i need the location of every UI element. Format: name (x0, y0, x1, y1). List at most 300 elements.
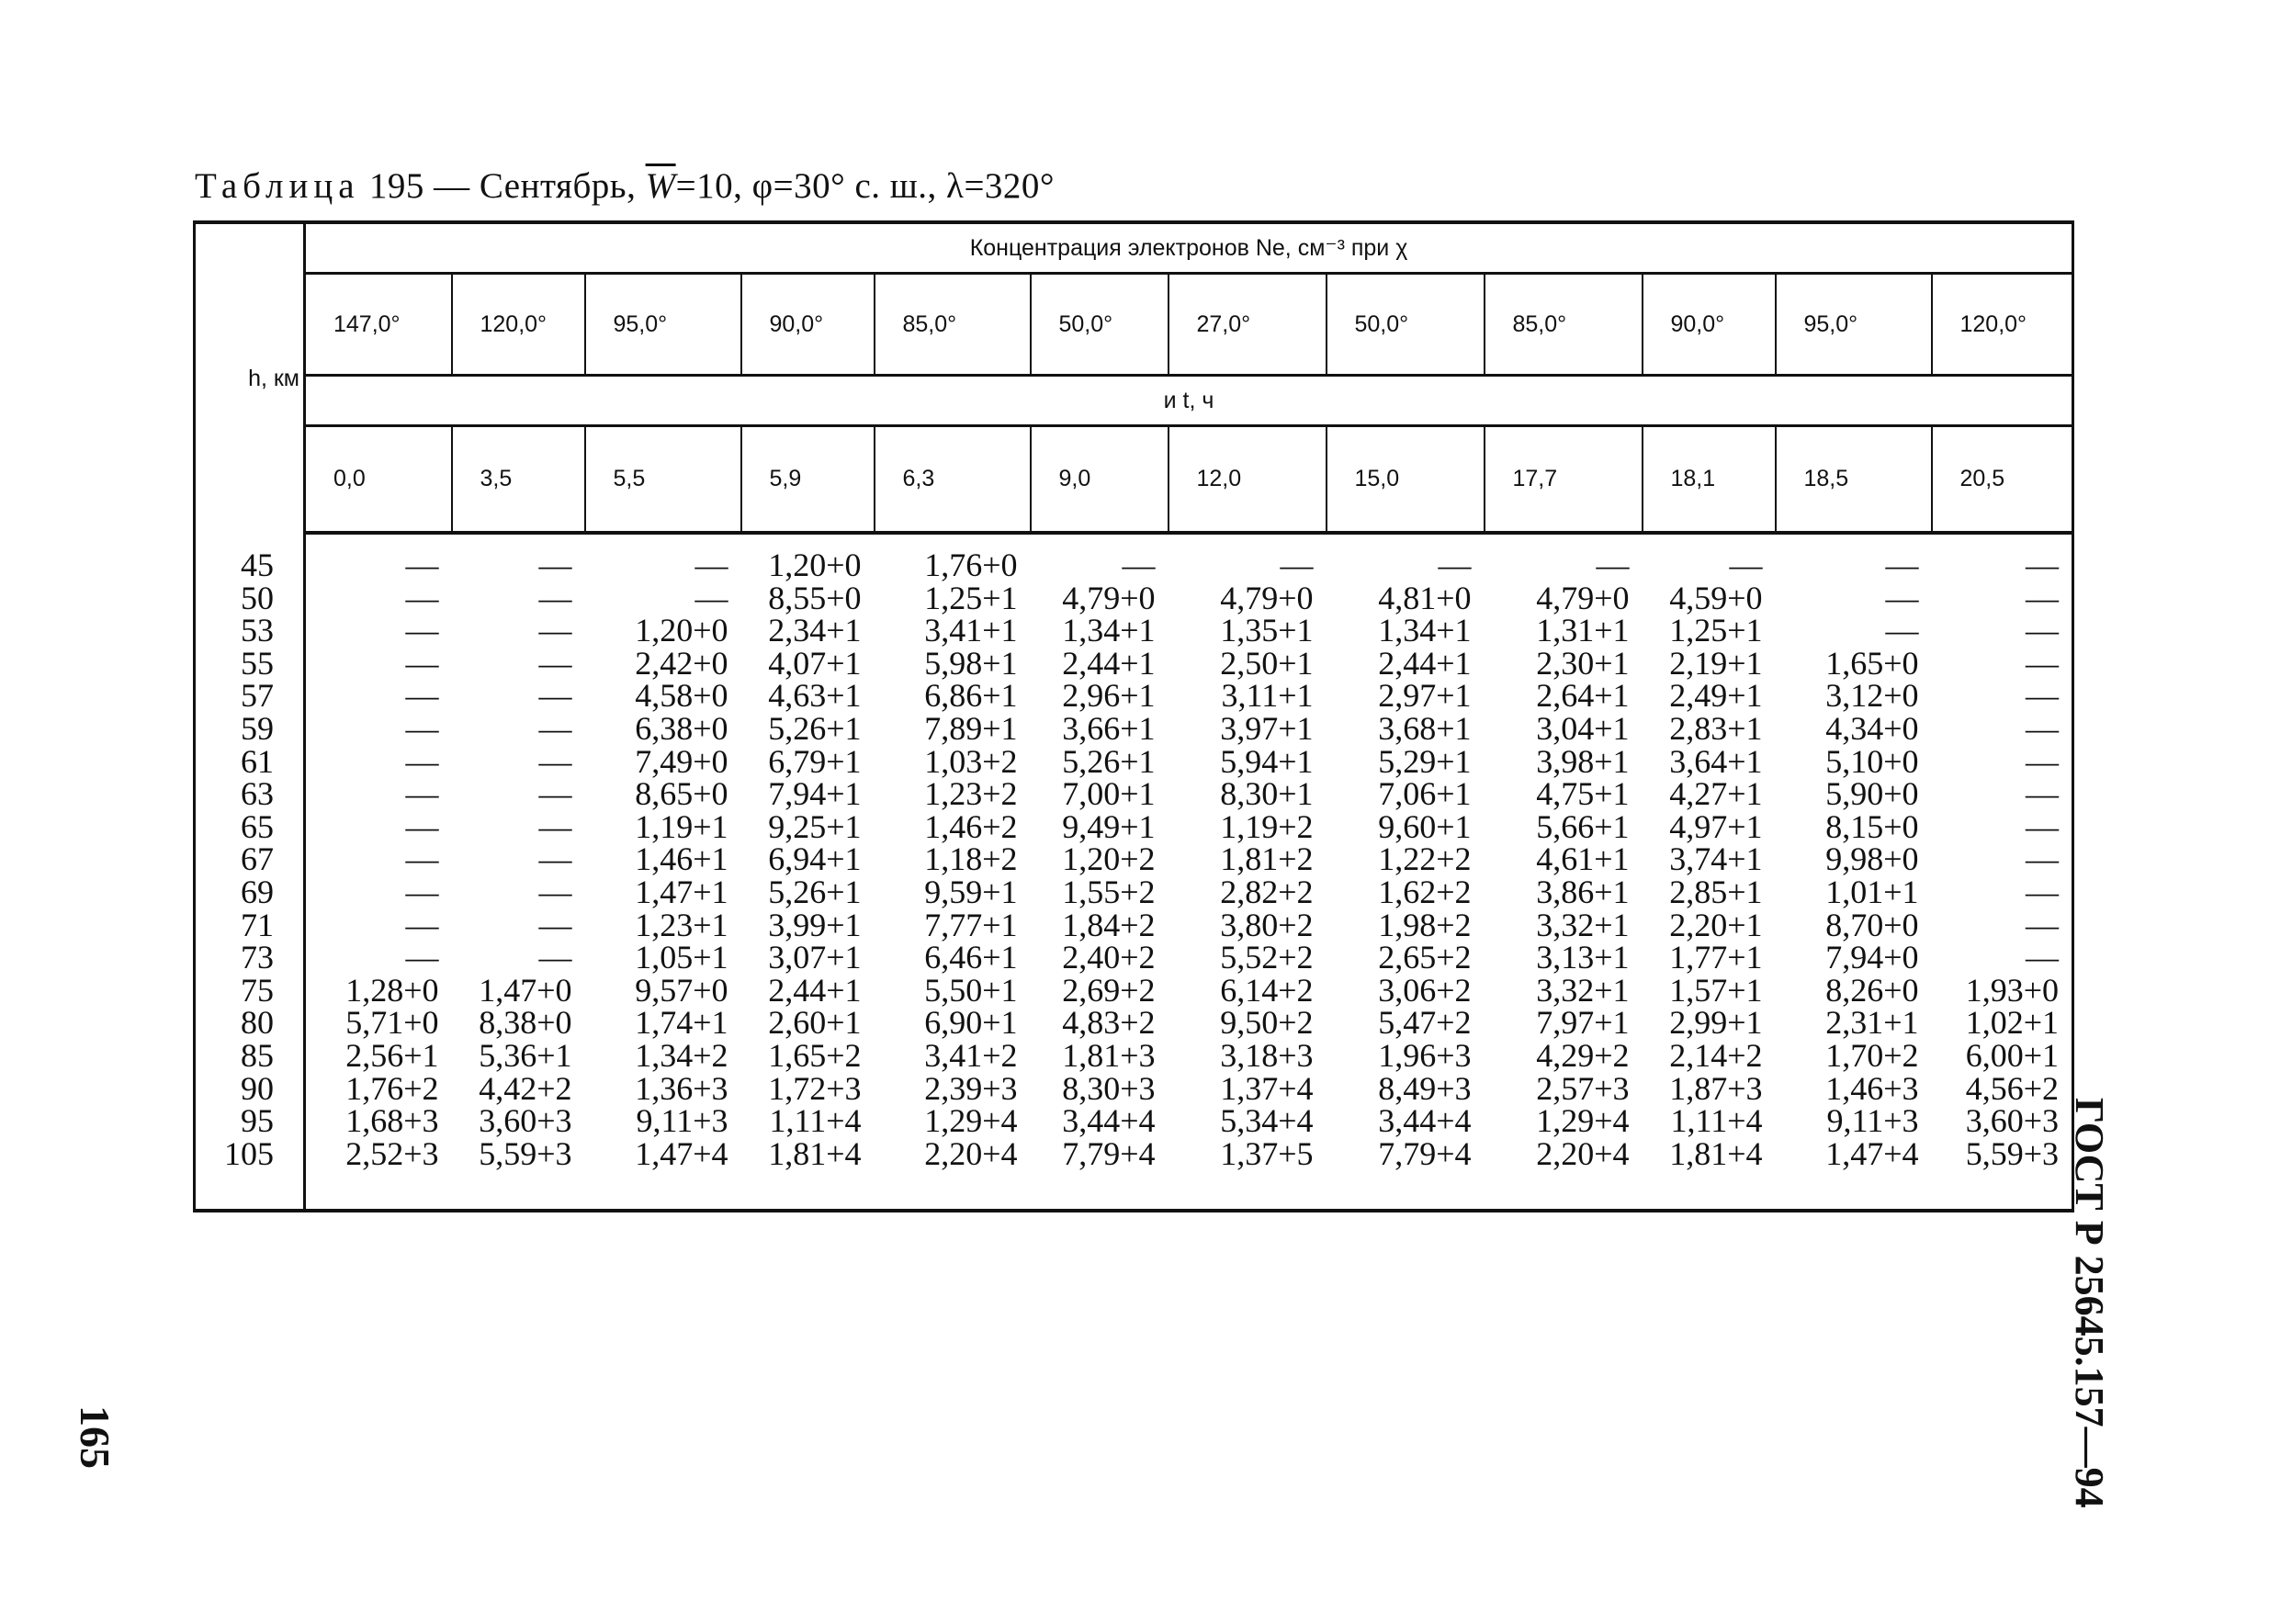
value-cell: 1,20+0 (635, 612, 728, 649)
value-cell: 2,42+0 (635, 644, 728, 682)
value-cell: — (694, 579, 728, 616)
value-cell: 8,55+0 (768, 579, 862, 616)
table-row (195, 778, 2073, 811)
table-row (195, 876, 2073, 909)
height-cell: 71 (195, 909, 305, 942)
height-cell: 50 (195, 582, 305, 615)
table-row (195, 909, 2073, 942)
table-row (195, 680, 2073, 713)
table-row (195, 648, 2073, 681)
value-cell: 8,26+0 (1825, 971, 1919, 1009)
header-time-cell: 5,9 (741, 426, 875, 534)
value-cell: 5,90+0 (1825, 775, 1919, 813)
value-cell: 2,56+1 (345, 1036, 439, 1074)
header-time-cell: 6,3 (875, 426, 1031, 534)
value-cell: — (1729, 547, 1763, 583)
value-cell: — (694, 547, 728, 583)
value-cell: 2,34+1 (768, 612, 862, 649)
value-cell: 9,50+2 (1220, 1004, 1314, 1042)
value-cell: 1,28+0 (345, 971, 439, 1009)
table-row (195, 582, 2073, 615)
value-cell: 6,94+1 (768, 840, 862, 878)
value-cell: — (1932, 615, 2073, 648)
table-row (195, 615, 2073, 648)
value-cell: 2,85+1 (1669, 873, 1763, 910)
value-cell: 1,81+4 (768, 1134, 862, 1172)
value-cell: 2,20+4 (1536, 1134, 1630, 1172)
header-angle-cell: 147,0° (305, 274, 452, 376)
value-cell: 3,04+1 (1536, 709, 1630, 747)
value-cell: 1,29+4 (924, 1102, 1018, 1140)
value-cell: 1,76+2 (345, 1069, 439, 1107)
value-cell: 5,52+2 (1220, 939, 1314, 976)
value-cell: — (405, 677, 439, 715)
value-cell: — (405, 807, 439, 845)
value-cell: 3,18+3 (1220, 1036, 1314, 1074)
table-row (195, 1040, 2073, 1073)
value-cell: 1,11+4 (1670, 1102, 1763, 1140)
value-cell: — (405, 775, 439, 813)
table-row (195, 975, 2073, 1008)
value-cell: 3,41+2 (924, 1036, 1018, 1074)
table-row (195, 811, 2073, 844)
value-cell: 1,93+0 (1932, 975, 2073, 1008)
value-cell: 9,25+1 (768, 807, 862, 845)
value-cell: 3,44+4 (1062, 1102, 1156, 1140)
value-cell: 2,31+1 (1825, 1004, 1919, 1042)
value-cell: — (1596, 547, 1630, 583)
table-row (195, 942, 2073, 975)
value-cell: 1,29+4 (1536, 1102, 1630, 1140)
header-angle-cell: 85,0° (1485, 274, 1643, 376)
value-cell: 7,49+0 (635, 742, 728, 780)
height-cell: 59 (195, 713, 305, 746)
value-cell: 6,86+1 (924, 677, 1018, 715)
value-cell: 6,38+0 (635, 709, 728, 747)
table-row (195, 713, 2073, 746)
value-cell: — (538, 775, 572, 813)
value-cell: — (1932, 811, 2073, 844)
header-angle-cell: 50,0° (1327, 274, 1485, 376)
value-cell: 4,79+0 (1220, 579, 1314, 616)
value-cell: 5,26+1 (1062, 742, 1156, 780)
value-cell: — (538, 873, 572, 910)
value-cell: 4,63+1 (768, 677, 862, 715)
value-cell: 5,26+1 (768, 709, 862, 747)
value-cell: 1,34+1 (1062, 612, 1156, 649)
table-row (195, 1007, 2073, 1040)
height-cell: 55 (195, 648, 305, 681)
value-cell: 5,36+1 (479, 1036, 572, 1074)
value-cell: 3,07+1 (768, 939, 862, 976)
value-cell: 1,77+1 (1669, 939, 1763, 976)
value-cell: 2,65+2 (1378, 939, 1472, 976)
value-cell: 7,00+1 (1062, 775, 1156, 813)
value-cell: — (405, 742, 439, 780)
height-cell: 73 (195, 942, 305, 975)
value-cell: — (538, 644, 572, 682)
value-cell: 1,57+1 (1669, 971, 1763, 1009)
value-cell: 2,83+1 (1669, 709, 1763, 747)
value-cell: 1,25+1 (1669, 612, 1763, 649)
value-cell: 1,76+0 (924, 547, 1018, 583)
value-cell: 1,34+1 (1378, 612, 1472, 649)
table-row (195, 843, 2073, 876)
table-body (195, 533, 2073, 1211)
value-cell: 1,25+1 (924, 579, 1018, 616)
value-cell: 2,44+1 (1062, 644, 1156, 682)
column-header-height: h, км (195, 222, 305, 533)
value-cell: — (538, 840, 572, 878)
value-cell: 9,59+1 (924, 873, 1018, 910)
value-cell: — (1932, 876, 2073, 909)
value-cell: 1,01+1 (1825, 873, 1919, 910)
value-cell: 8,38+0 (479, 1004, 572, 1042)
value-cell: — (1280, 547, 1314, 583)
value-cell: 9,49+1 (1062, 807, 1156, 845)
value-cell: — (538, 547, 572, 583)
header-angle-cell: 120,0° (1932, 274, 2073, 376)
value-cell: — (538, 742, 572, 780)
table-row (195, 1073, 2073, 1106)
value-cell: 5,59+3 (1932, 1138, 2073, 1171)
value-cell: 1,62+2 (1378, 873, 1472, 910)
value-cell: — (1122, 547, 1156, 583)
value-cell: 6,79+1 (768, 742, 862, 780)
value-cell: 4,56+2 (1932, 1073, 2073, 1106)
value-cell: 4,75+1 (1536, 775, 1630, 813)
value-cell: — (1932, 746, 2073, 779)
header-angle-cell: 90,0° (741, 274, 875, 376)
height-cell: 90 (195, 1073, 305, 1106)
electron-concentration-table (193, 220, 2074, 1212)
value-cell: 1,84+2 (1062, 906, 1156, 943)
value-cell: 3,74+1 (1669, 840, 1763, 878)
header-time-cell: 20,5 (1932, 426, 2073, 534)
value-cell: 2,82+2 (1220, 873, 1314, 910)
value-cell: 2,69+2 (1062, 971, 1156, 1009)
value-cell: 1,55+2 (1062, 873, 1156, 910)
value-cell: 9,11+3 (1826, 1102, 1919, 1140)
value-cell: — (405, 579, 439, 616)
height-cell: 67 (195, 843, 305, 876)
value-cell: 1,05+1 (635, 939, 728, 976)
value-cell: 6,00+1 (1932, 1040, 2073, 1073)
value-cell: 5,50+1 (924, 971, 1018, 1009)
header-time-cell: 18,1 (1643, 426, 1776, 534)
table-row (195, 549, 2073, 582)
value-cell: 2,44+1 (1378, 644, 1472, 682)
value-cell: 7,97+1 (1536, 1004, 1630, 1042)
value-cell: 4,29+2 (1536, 1036, 1630, 1074)
value-cell: — (1932, 942, 2073, 975)
value-cell: 3,41+1 (924, 612, 1018, 649)
value-cell: — (405, 547, 439, 583)
value-cell: — (1932, 843, 2073, 876)
value-cell: 6,46+1 (924, 939, 1018, 976)
value-cell: 1,74+1 (635, 1004, 728, 1042)
header-angle-cell: 95,0° (585, 274, 741, 376)
value-cell: 1,22+2 (1378, 840, 1472, 878)
value-cell: 1,47+1 (635, 873, 728, 910)
value-cell: 5,71+0 (345, 1004, 439, 1042)
value-cell: 4,34+0 (1825, 709, 1919, 747)
value-cell: 4,27+1 (1669, 775, 1763, 813)
value-cell: — (405, 840, 439, 878)
value-cell: 3,60+3 (1932, 1105, 2073, 1138)
value-cell: 3,06+2 (1378, 971, 1472, 1009)
value-cell: — (405, 906, 439, 943)
value-cell: 4,42+2 (479, 1069, 572, 1107)
value-cell: 8,15+0 (1825, 807, 1919, 845)
value-cell: 5,59+3 (479, 1134, 572, 1172)
value-cell: 2,64+1 (1536, 677, 1630, 715)
value-cell: 7,06+1 (1378, 775, 1472, 813)
value-cell: 2,44+1 (768, 971, 862, 1009)
value-cell: 7,94+0 (1825, 939, 1919, 976)
header-angle-cell: 50,0° (1031, 274, 1169, 376)
header-angle-cell: 90,0° (1643, 274, 1776, 376)
value-cell: 1,31+1 (1536, 612, 1630, 649)
value-cell: 3,99+1 (768, 906, 862, 943)
value-cell: 5,66+1 (1536, 807, 1630, 845)
value-cell: 1,36+3 (635, 1069, 728, 1107)
value-cell: 9,60+1 (1378, 807, 1472, 845)
value-cell: — (538, 579, 572, 616)
value-cell: 3,12+0 (1825, 677, 1919, 715)
height-cell: 69 (195, 876, 305, 909)
value-cell: — (1932, 680, 2073, 713)
value-cell: 8,49+3 (1378, 1069, 1472, 1107)
standard-designation: ГОСТ Р 25645.157—94 (2067, 1098, 2112, 1508)
page-number: 165 (72, 1405, 119, 1469)
value-cell: 1,96+3 (1378, 1036, 1472, 1074)
value-cell: 7,89+1 (924, 709, 1018, 747)
value-cell: — (1438, 547, 1472, 583)
value-cell: 1,46+3 (1825, 1069, 1919, 1107)
header-time-cell: 18,5 (1776, 426, 1932, 534)
value-cell: 5,29+1 (1378, 742, 1472, 780)
header-times-row (195, 426, 2073, 534)
value-cell: 3,60+3 (479, 1102, 572, 1140)
value-cell: 1,46+2 (924, 807, 1018, 845)
value-cell: 7,94+1 (768, 775, 862, 813)
value-cell: 1,19+1 (635, 807, 728, 845)
value-cell: — (538, 807, 572, 845)
header-angle-cell: 85,0° (875, 274, 1031, 376)
value-cell: 2,20+4 (924, 1134, 1018, 1172)
value-cell: — (538, 612, 572, 649)
value-cell: — (538, 709, 572, 747)
value-cell: 2,30+1 (1536, 644, 1630, 682)
value-cell: 4,79+0 (1062, 579, 1156, 616)
data-table-wrapper (193, 220, 2072, 1212)
value-cell: — (1932, 648, 2073, 681)
header-angle-cell: 27,0° (1169, 274, 1327, 376)
value-cell: 1,47+4 (1825, 1134, 1919, 1172)
value-cell: — (1932, 778, 2073, 811)
caption-label: Таблица (195, 166, 360, 206)
value-cell: 1,87+3 (1669, 1069, 1763, 1107)
value-cell: 2,57+3 (1536, 1069, 1630, 1107)
value-cell: — (538, 906, 572, 943)
header-angles-row (195, 274, 2073, 376)
height-cell: 57 (195, 680, 305, 713)
value-cell: 1,23+1 (635, 906, 728, 943)
height-cell: 63 (195, 778, 305, 811)
value-cell: 7,77+1 (924, 906, 1018, 943)
value-cell: 3,86+1 (1536, 873, 1630, 910)
header-angle-cell: 95,0° (1776, 274, 1932, 376)
value-cell: 3,97+1 (1220, 709, 1314, 747)
value-cell: — (405, 873, 439, 910)
value-cell: 4,81+0 (1378, 579, 1472, 616)
value-cell: 1,23+2 (924, 775, 1018, 813)
caption-month: — Сентябрь, (423, 166, 646, 206)
value-cell: 1,35+1 (1220, 612, 1314, 649)
value-cell: — (1932, 549, 2073, 582)
value-cell: 4,61+1 (1536, 840, 1630, 878)
value-cell: 5,34+4 (1220, 1102, 1314, 1140)
value-cell: 1,03+2 (924, 742, 1018, 780)
caption-number: 195 (368, 166, 424, 206)
value-cell: 1,72+3 (768, 1069, 862, 1107)
value-cell: 1,18+2 (924, 840, 1018, 878)
header-group-title: Концентрация электронов Ne, см⁻³ при χ (305, 222, 2073, 274)
value-cell: 1,68+3 (345, 1102, 439, 1140)
height-cell: 61 (195, 746, 305, 779)
height-cell: 105 (195, 1138, 305, 1171)
height-cell: 45 (195, 549, 305, 582)
value-cell: 4,58+0 (635, 677, 728, 715)
value-cell: 5,47+2 (1378, 1004, 1472, 1042)
value-cell: 4,59+0 (1669, 579, 1763, 616)
value-cell: 6,90+1 (924, 1004, 1018, 1042)
value-cell: 3,44+4 (1378, 1102, 1472, 1140)
value-cell: 1,81+2 (1220, 840, 1314, 878)
table-row (195, 746, 2073, 779)
value-cell: 8,30+3 (1062, 1069, 1156, 1107)
height-cell: 85 (195, 1040, 305, 1073)
value-cell: 3,68+1 (1378, 709, 1472, 747)
value-cell: 1,34+2 (635, 1036, 728, 1074)
value-cell: — (538, 677, 572, 715)
value-cell: 3,32+1 (1536, 971, 1630, 1009)
value-cell: 9,11+3 (636, 1102, 728, 1140)
caption-w-symbol: $\overline{W}$ (645, 166, 676, 206)
value-cell: 5,10+0 (1825, 742, 1919, 780)
value-cell: — (538, 939, 572, 976)
value-cell: 2,96+1 (1062, 677, 1156, 715)
value-cell: 9,57+0 (635, 971, 728, 1009)
header-time-cell: 0,0 (305, 426, 452, 534)
value-cell: 1,19+2 (1220, 807, 1314, 845)
value-cell: — (1932, 909, 2073, 942)
value-cell: 2,50+1 (1220, 644, 1314, 682)
value-cell: 3,64+1 (1669, 742, 1763, 780)
table-bottom-padding (195, 1170, 2073, 1211)
value-cell: — (405, 939, 439, 976)
value-cell: 3,11+1 (1221, 677, 1314, 715)
header-time-title: и t, ч (305, 376, 2073, 426)
table-caption (195, 165, 1055, 207)
value-cell: — (405, 709, 439, 747)
value-cell: 9,98+0 (1825, 840, 1919, 878)
value-cell: — (1885, 612, 1919, 649)
value-cell: 1,70+2 (1825, 1036, 1919, 1074)
value-cell: 2,97+1 (1378, 677, 1472, 715)
height-cell: 75 (195, 975, 305, 1008)
header-time-cell: 12,0 (1169, 426, 1327, 534)
value-cell: 2,49+1 (1669, 677, 1763, 715)
value-cell: 8,70+0 (1825, 906, 1919, 943)
value-cell: 1,37+5 (1220, 1134, 1314, 1172)
value-cell: 2,39+3 (924, 1069, 1018, 1107)
header-angle-cell: 120,0° (452, 274, 585, 376)
value-cell: 4,07+1 (768, 644, 862, 682)
height-cell: 65 (195, 811, 305, 844)
height-cell: 53 (195, 615, 305, 648)
value-cell: 8,30+1 (1220, 775, 1314, 813)
header-time-cell: 5,5 (585, 426, 741, 534)
value-cell: 4,79+0 (1536, 579, 1630, 616)
value-cell: — (1885, 547, 1919, 583)
value-cell: 2,20+1 (1669, 906, 1763, 943)
value-cell: 2,99+1 (1669, 1004, 1763, 1042)
value-cell: 3,66+1 (1062, 709, 1156, 747)
value-cell: 8,65+0 (635, 775, 728, 813)
value-cell: — (1932, 582, 2073, 615)
value-cell: — (405, 644, 439, 682)
value-cell: 1,65+0 (1825, 644, 1919, 682)
height-cell: 80 (195, 1007, 305, 1040)
header-time-cell: 3,5 (452, 426, 585, 534)
value-cell: 1,20+2 (1062, 840, 1156, 878)
value-cell: 2,14+2 (1669, 1036, 1763, 1074)
value-cell: 3,13+1 (1536, 939, 1630, 976)
value-cell: 1,02+1 (1932, 1007, 2073, 1040)
table-row (195, 1105, 2073, 1138)
value-cell: 7,79+4 (1378, 1134, 1472, 1172)
value-cell: 4,97+1 (1669, 807, 1763, 845)
table-row (195, 1138, 2073, 1171)
value-cell: 7,79+4 (1062, 1134, 1156, 1172)
value-cell: 1,46+1 (635, 840, 728, 878)
value-cell: 2,19+1 (1669, 644, 1763, 682)
value-cell: 6,14+2 (1220, 971, 1314, 1009)
value-cell: 1,47+4 (635, 1134, 728, 1172)
value-cell: 2,40+2 (1062, 939, 1156, 976)
value-cell: 4,83+2 (1062, 1004, 1156, 1042)
value-cell: 1,98+2 (1378, 906, 1472, 943)
header-time-cell: 15,0 (1327, 426, 1485, 534)
value-cell: — (405, 612, 439, 649)
value-cell: 2,60+1 (768, 1004, 862, 1042)
value-cell: 1,81+3 (1062, 1036, 1156, 1074)
value-cell: 1,81+4 (1669, 1134, 1763, 1172)
value-cell: 1,47+0 (479, 971, 572, 1009)
value-cell: 3,98+1 (1536, 742, 1630, 780)
value-cell: 1,37+4 (1220, 1069, 1314, 1107)
header-time-cell: 9,0 (1031, 426, 1169, 534)
value-cell: 5,98+1 (924, 644, 1018, 682)
header-time-cell: 17,7 (1485, 426, 1643, 534)
value-cell: 2,52+3 (345, 1134, 439, 1172)
value-cell: 1,11+4 (769, 1102, 862, 1140)
value-cell: — (1885, 579, 1919, 616)
value-cell: 5,26+1 (768, 873, 862, 910)
value-cell: 5,94+1 (1220, 742, 1314, 780)
